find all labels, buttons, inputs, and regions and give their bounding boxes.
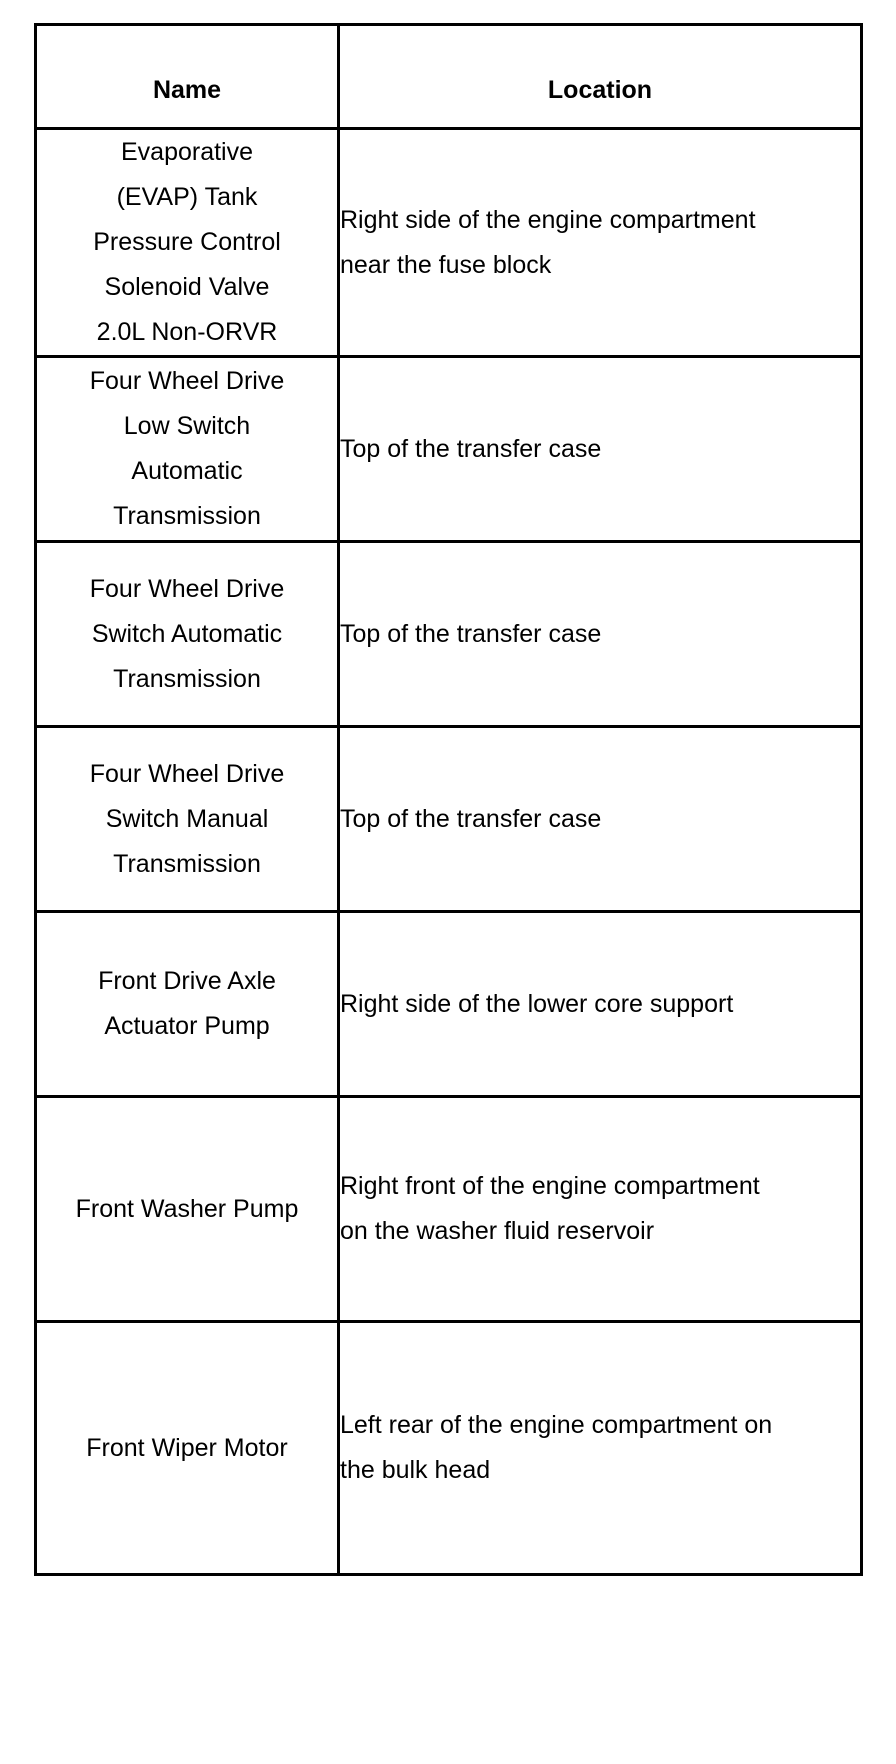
component-location: Top of the transfer case [340, 434, 602, 463]
name-cell [36, 912, 339, 1097]
component-location: Top of the transfer case [340, 804, 602, 833]
location-cell [339, 357, 862, 542]
header-name: Name [36, 25, 339, 129]
component-name: Four Wheel Drive Low Switch Automatic Transmission [89, 367, 285, 530]
component-location: Right side of the engine compartment near the fuse block [340, 205, 756, 279]
table-row [36, 1097, 862, 1322]
table-row [36, 129, 862, 357]
name-cell [36, 357, 339, 542]
component-name: Four Wheel Drive Switch Manual Transmission [89, 759, 285, 878]
component-name: Four Wheel Drive Switch Automatic Transmission [89, 574, 285, 693]
table-row [36, 912, 862, 1097]
header-location: Location [339, 25, 862, 129]
component-name: Front Drive Axle Actuator Pump [98, 967, 276, 1040]
component-name: Evaporative (EVAP) Tank Pressure Control Solenoid Valve 2.0L Non-ORVR [93, 138, 281, 346]
name-cell [36, 727, 339, 912]
component-name: Front Washer Pump [75, 1194, 299, 1223]
component-location: Right side of the lower core support [340, 989, 734, 1018]
location-cell [339, 727, 862, 912]
name-cell [36, 129, 339, 357]
table-header-row [36, 25, 862, 129]
component-location: Left rear of the engine compartment on the bulk head [340, 1411, 773, 1484]
table-row [36, 542, 862, 727]
location-cell [339, 912, 862, 1097]
location-cell [339, 542, 862, 727]
location-cell [339, 1322, 862, 1575]
table-row [36, 727, 862, 912]
component-location: Right front of the engine compartment on the washer fluid reservoir [340, 1172, 760, 1245]
table-row [36, 1322, 862, 1575]
location-cell [339, 129, 862, 357]
name-cell [36, 542, 339, 727]
table-row [36, 357, 862, 542]
location-cell [339, 1097, 862, 1322]
component-name: Front Wiper Motor [86, 1433, 288, 1462]
name-cell [36, 1097, 339, 1322]
name-cell [36, 1322, 339, 1575]
component-location-table [34, 23, 863, 1576]
component-location: Top of the transfer case [340, 619, 602, 648]
